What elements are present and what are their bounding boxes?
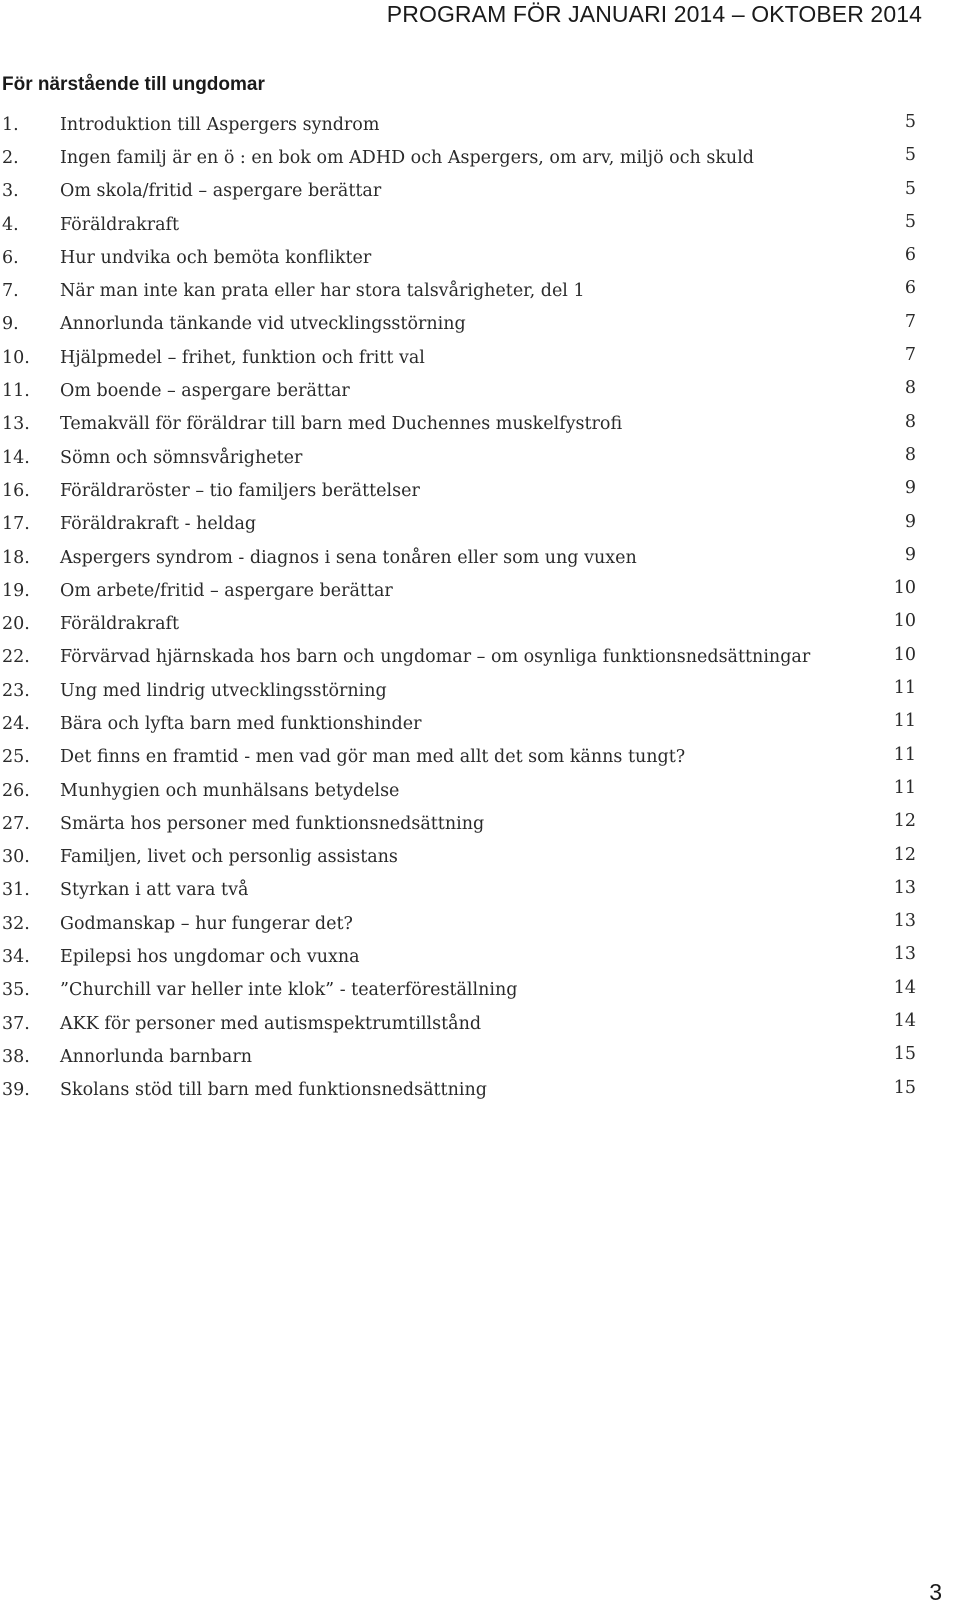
toc-entry-number: 9.: [2, 314, 19, 335]
toc-entry: [0, 208, 920, 241]
toc-entry-title: Epilepsi hos ungdomar och vuxna: [60, 947, 360, 968]
toc-entry: [0, 408, 920, 441]
toc-entry-page: 7: [904, 311, 916, 332]
toc-entry: [0, 774, 920, 807]
toc-entry-page: 7: [904, 345, 916, 366]
toc-entry-title: Styrkan i att vara två: [60, 880, 249, 901]
toc-entry-page: 12: [893, 844, 916, 865]
toc-entry-page: 10: [893, 644, 916, 665]
toc-entry-title: Föräldrakraft: [60, 614, 180, 635]
toc-entry-title: Föräldrakraft - heldag: [60, 514, 257, 535]
toc-entry-title: Godmanskap – hur fungerar det?: [60, 913, 353, 934]
toc-entry-page: 8: [904, 444, 916, 465]
toc-entry: [0, 940, 920, 973]
toc-entry: [0, 1007, 920, 1040]
toc-entry-number: 30.: [2, 847, 30, 868]
toc-entry-page: 5: [904, 145, 916, 166]
toc-entry-title: Om skola/fritid – aspergare berättar: [60, 181, 382, 202]
toc-entry-title: Om boende – aspergare berättar: [60, 381, 350, 402]
toc-entry-number: 37.: [2, 1013, 30, 1034]
toc-entry-title: Smärta hos personer med funktionsnedsättning: [60, 813, 485, 834]
toc-entry-page: 15: [893, 1044, 916, 1065]
toc-entry-page: 8: [904, 411, 916, 432]
toc-entry: [0, 241, 920, 274]
toc-entry-number: 34.: [2, 947, 30, 968]
toc-entry: [0, 841, 920, 874]
toc-entry-title: Föräldrakraft: [60, 214, 180, 235]
toc-entry-title: Det finns en framtid - men vad gör man med allt det som känns tungt?: [60, 747, 686, 768]
toc-entry-page: 8: [904, 378, 916, 399]
toc-entry-title: Annorlunda tänkande vid utvecklingsstörning: [60, 314, 466, 335]
toc-entry-page: 9: [904, 478, 916, 499]
toc-entry-number: 4.: [2, 214, 19, 235]
toc-entry: [0, 341, 920, 374]
toc-entry: [0, 141, 920, 174]
page-header-title: PROGRAM FÖR JANUARI 2014 – OKTOBER 2014: [386, 1, 922, 27]
toc-entry: [0, 741, 920, 774]
section-title: För närstående till ungdomar: [2, 74, 265, 95]
toc-entry-title: Bära och lyfta barn med funktionshinder: [60, 713, 422, 734]
toc-entry-page: 9: [904, 511, 916, 532]
toc-entry-page: 10: [893, 611, 916, 632]
toc-entry-page: 11: [893, 744, 916, 765]
toc-entry-number: 20.: [2, 614, 30, 635]
toc-entry-page: 6: [904, 278, 916, 299]
toc-entry-number: 25.: [2, 747, 30, 768]
toc-entry-number: 27.: [2, 813, 30, 834]
toc-entry: [0, 374, 920, 407]
toc-entry: [0, 1074, 920, 1107]
toc-entry: [0, 674, 920, 707]
toc-entry-number: 10.: [2, 347, 30, 368]
toc-entry: [0, 175, 920, 208]
toc-entry-title: Annorlunda barnbarn: [60, 1046, 252, 1067]
toc-entry-number: 23.: [2, 680, 30, 701]
toc-entry-number: 7.: [2, 281, 19, 302]
toc-entry: [0, 474, 920, 507]
toc-entry-title: AKK för personer med autismspektrumtillstånd: [60, 1013, 482, 1034]
toc-entry-page: 6: [904, 245, 916, 266]
toc-entry-title: ”Churchill var heller inte klok” - teaterföreställning: [60, 980, 518, 1001]
toc-entry-title: Hur undvika och bemöta konflikter: [60, 247, 372, 268]
toc-entry-title: Skolans stöd till barn med funktionsnedsättning: [60, 1080, 487, 1101]
toc-entry-number: 35.: [2, 980, 30, 1001]
toc-entry-number: 26.: [2, 780, 30, 801]
toc-entry-page: 15: [893, 1077, 916, 1098]
toc-entry-page: 13: [893, 911, 916, 932]
toc-entry-page: 13: [893, 944, 916, 965]
toc-entry-page: 11: [893, 678, 916, 699]
toc-entry: [0, 508, 920, 541]
toc-entry-page: 11: [893, 777, 916, 798]
page-number: 3: [929, 1579, 942, 1605]
toc-entry-number: 6.: [2, 247, 19, 268]
toc-entry-page: 10: [893, 578, 916, 599]
toc-entry-number: 39.: [2, 1080, 30, 1101]
toc-entry-title: När man inte kan prata eller har stora talsvårigheter, del 1: [60, 281, 585, 302]
toc-entry-title: Ung med lindrig utvecklingsstörning: [60, 680, 387, 701]
toc-entry-number: 32.: [2, 913, 30, 934]
toc-entry-title: Aspergers syndrom - diagnos i sena tonåren eller som ung vuxen: [60, 547, 637, 568]
toc-entry-title: Sömn och sömnsvårigheter: [60, 447, 303, 468]
toc-entry: [0, 441, 920, 474]
toc-entry: [0, 907, 920, 940]
toc-entry-title: Munhygien och munhälsans betydelse: [60, 780, 400, 801]
toc-entry: [0, 607, 920, 640]
toc-entry-page: 11: [893, 711, 916, 732]
toc-entry-number: 3.: [2, 181, 19, 202]
toc-entry-number: 38.: [2, 1046, 30, 1067]
toc-entry-title: Familjen, livet och personlig assistans: [60, 847, 398, 868]
toc-entry-number: 11.: [2, 381, 30, 402]
toc-entry-number: 14.: [2, 447, 30, 468]
toc-entry-number: 16.: [2, 480, 30, 501]
toc-entry-page: 13: [893, 877, 916, 898]
toc-entry: [0, 108, 920, 141]
toc-entry-title: Ingen familj är en ö : en bok om ADHD och Aspergers, om arv, miljö och skuld: [60, 147, 754, 168]
toc-entry: [0, 574, 920, 607]
toc-entry-title: Temakväll för föräldrar till barn med Duchennes muskelfystrofi: [60, 414, 623, 435]
toc-entry: [0, 707, 920, 740]
toc-entry-number: 18.: [2, 547, 30, 568]
toc-entry-number: 24.: [2, 713, 30, 734]
toc-entry-page: 12: [893, 811, 916, 832]
table-of-contents: [0, 108, 920, 1107]
toc-entry: [0, 974, 920, 1007]
toc-entry-title: Om arbete/fritid – aspergare berättar: [60, 580, 393, 601]
toc-entry: [0, 807, 920, 840]
toc-entry-number: 17.: [2, 514, 30, 535]
toc-entry-title: Introduktion till Aspergers syndrom: [60, 114, 380, 135]
toc-entry-page: 14: [893, 1011, 916, 1032]
toc-entry-page: 5: [904, 211, 916, 232]
toc-entry-page: 5: [904, 112, 916, 132]
toc-entry-title: Förvärvad hjärnskada hos barn och ungdomar – om osynliga funktionsnedsättningar: [60, 647, 811, 668]
toc-entry-title: Föräldraröster – tio familjers berättelser: [60, 480, 420, 501]
toc-entry: [0, 874, 920, 907]
toc-entry-number: 31.: [2, 880, 30, 901]
toc-entry-page: 5: [904, 178, 916, 199]
toc-entry-number: 19.: [2, 580, 30, 601]
toc-entry: [0, 308, 920, 341]
toc-entry-title: Hjälpmedel – frihet, funktion och fritt val: [60, 347, 425, 368]
toc-entry: [0, 641, 920, 674]
toc-entry-number: 1.: [2, 114, 19, 135]
toc-entry: [0, 274, 920, 307]
toc-entry-page: 9: [904, 544, 916, 565]
toc-entry: [0, 1040, 920, 1073]
toc-entry: [0, 541, 920, 574]
toc-entry-number: 2.: [2, 147, 19, 168]
toc-entry-page: 14: [893, 977, 916, 998]
toc-entry-number: 13.: [2, 414, 30, 435]
toc-entry-number: 22.: [2, 647, 30, 668]
